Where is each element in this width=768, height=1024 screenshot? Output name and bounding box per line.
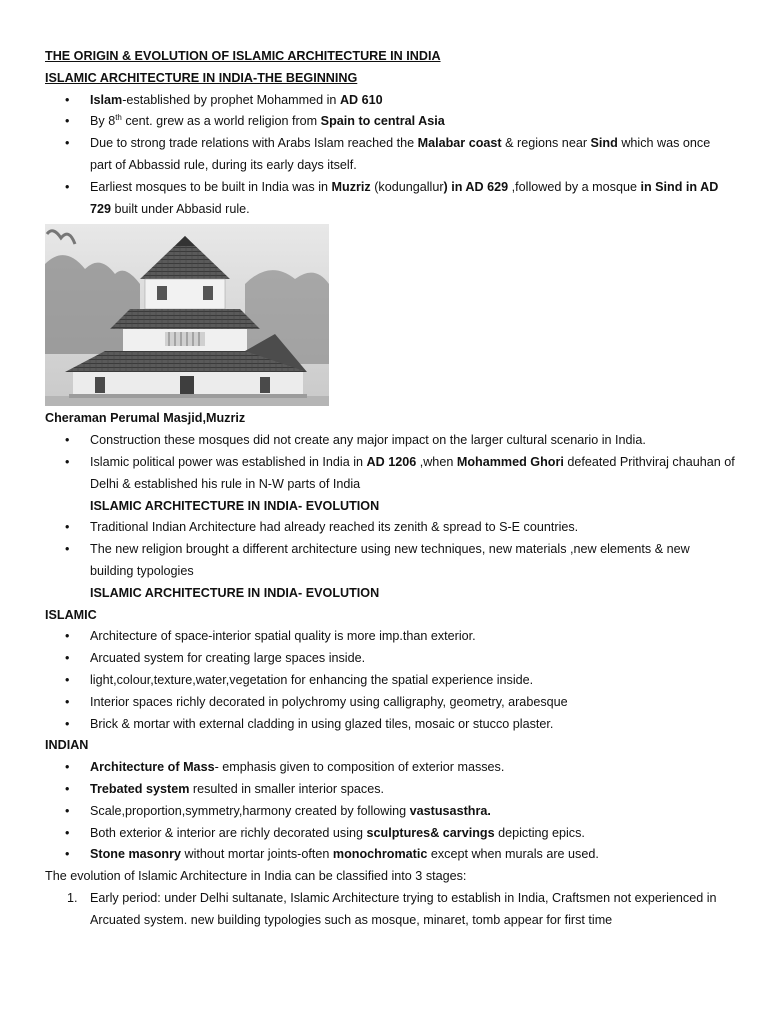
list-item: • Islam-established by prophet Mohammed in AD 610 (45, 90, 735, 112)
evolution-heading: ISLAMIC ARCHITECTURE IN INDIA- EVOLUTION (90, 498, 380, 513)
list-item: 1. Early period: under Delhi sultanate, Islamic Architecture trying to establish in India, Craftsmen not experienced in Arcuated system. new building typologies such as mosque, minaret, tomb appear for first time (45, 888, 735, 932)
list-item: • Traditional Indian Architecture had already reached its zenith & spread to S-E countries. (45, 517, 735, 539)
list-item: • Both exterior & interior are richly decorated using sculptures& carvings depicting epics. (45, 823, 735, 845)
beginning-list (45, 90, 735, 221)
stages-intro: The evolution of Islamic Architecture in India can be classified into 3 stages: (45, 869, 467, 884)
stages-list (45, 888, 735, 932)
evolution-heading: ISLAMIC ARCHITECTURE IN INDIA- EVOLUTION (90, 585, 380, 600)
photo-caption: Cheraman Perumal Masjid,Muzriz (45, 411, 246, 426)
indian-list (45, 757, 735, 866)
list-item: • Interior spaces richly decorated in polychromy using calligraphy, geometry, arabesque (45, 692, 735, 714)
document-title: THE ORIGIN & EVOLUTION OF ISLAMIC ARCHITECTURE IN INDIA (45, 49, 441, 63)
mosque-photo (45, 224, 329, 406)
list-number: 1. (67, 890, 78, 905)
list-item: • Trebated system resulted in smaller interior spaces. (45, 779, 735, 801)
list-item: • Construction these mosques did not create any major impact on the larger cultural scenario in India. (45, 430, 735, 452)
list-item: • The new religion brought a different architecture using new techniques, new materials ,new elements & new building typologies (45, 539, 735, 583)
list-item: • light,colour,texture,water,vegetation for enhancing the spatial experience inside. (45, 670, 735, 692)
list-item: • Architecture of Mass- emphasis given to composition of exterior masses. (45, 757, 735, 779)
impact-list (45, 430, 735, 495)
islamic-heading: ISLAMIC (45, 607, 97, 622)
list-item: • Arcuated system for creating large spaces inside. (45, 648, 735, 670)
list-item: • Due to strong trade relations with Arabs Islam reached the Malabar coast & regions near Sind which was once part of Abbassid rule, during its early days itself. (45, 133, 735, 177)
section-heading-beginning: ISLAMIC ARCHITECTURE IN INDIA-THE BEGINNING (45, 70, 358, 85)
evolution-list (45, 517, 735, 582)
list-item: • By 8th cent. grew as a world religion from Spain to central Asia (45, 111, 735, 133)
list-item: • Stone masonry without mortar joints-often monochromatic except when murals are used. (45, 844, 735, 866)
list-item: • Scale,proportion,symmetry,harmony created by following vastusasthra. (45, 801, 735, 823)
list-item: • Architecture of space-interior spatial quality is more imp.than exterior. (45, 626, 735, 648)
list-item: • Brick & mortar with external cladding in using glazed tiles, mosaic or stucco plaster. (45, 714, 735, 736)
list-item: • Islamic political power was established in India in AD 1206 ,when Mohammed Ghori defeated Prithviraj chauhan of Delhi & established his rule in N-W parts of India (45, 452, 735, 496)
indian-heading: INDIAN (45, 738, 89, 753)
islamic-list (45, 626, 735, 735)
document-page (45, 46, 735, 932)
list-item: • Earliest mosques to be built in India was in Muzriz (kodungallur) in AD 629 ,followed by a mosque in Sind in AD 729 built under Abbasid rule. (45, 177, 735, 221)
